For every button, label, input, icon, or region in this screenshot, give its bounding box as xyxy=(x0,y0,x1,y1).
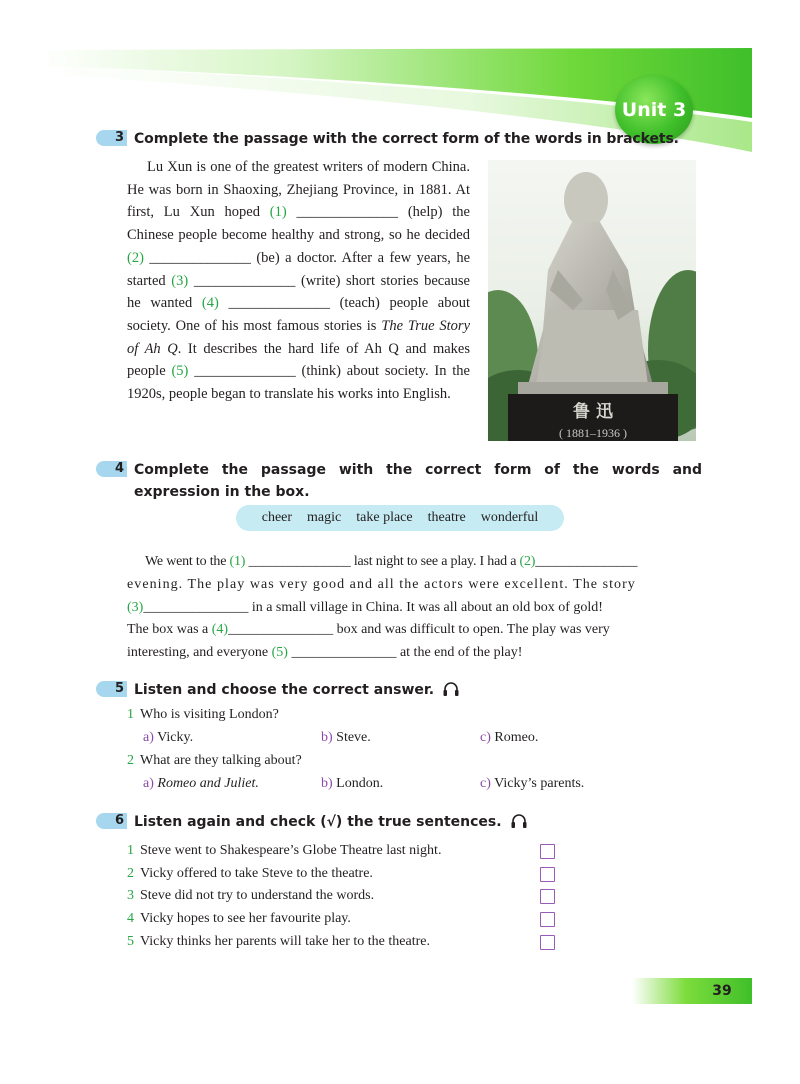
exercise-instruction: Listen and choose the correct answer. xyxy=(134,679,460,701)
exercise-number: 5 xyxy=(96,681,127,697)
exercise-number: 6 xyxy=(96,813,127,829)
exercise-3-heading xyxy=(96,128,679,150)
headphones-icon xyxy=(442,681,460,697)
blank-number: (4) xyxy=(211,622,229,638)
answer-option[interactable]: b) Steve. xyxy=(321,730,371,745)
blank-number: (4) xyxy=(201,295,219,312)
statue-caption-years: ( 1881–1936 ) xyxy=(559,426,627,440)
unit-badge: Unit 3 xyxy=(615,76,693,144)
exercise-instruction: Listen again and check (√) the true sentences. xyxy=(134,811,528,833)
blank-number: (3) xyxy=(127,599,144,615)
question-item: 1 Who is visiting London? xyxy=(127,707,279,722)
checkbox[interactable] xyxy=(540,935,555,950)
checkbox[interactable] xyxy=(540,844,555,859)
question-item: 2 What are they talking about? xyxy=(127,753,302,768)
blank-number: (2) xyxy=(127,249,144,266)
blank-number: (1) xyxy=(269,204,287,221)
blank-number: (5) xyxy=(271,645,288,661)
statue-caption-name: 鲁 迅 xyxy=(573,402,613,422)
exercise-instruction: Complete the passage with the correct form of the words and expression in the box. xyxy=(134,462,702,500)
answer-option[interactable]: b) London. xyxy=(321,776,384,791)
exercise-number: 3 xyxy=(96,130,127,146)
checkbox[interactable] xyxy=(540,867,555,882)
answer-option[interactable]: c) Vicky’s parents. xyxy=(480,776,585,791)
exercise-instruction: Complete the passage with the correct form of the words in brackets. xyxy=(134,131,679,147)
exercise-4-heading xyxy=(96,459,702,503)
page-number: 39 xyxy=(712,983,732,999)
checkbox[interactable] xyxy=(540,912,555,927)
word-item: magic xyxy=(307,510,342,525)
checkbox[interactable] xyxy=(540,889,555,904)
lu-xun-passage: Lu Xun is one of the greatest writers of modern China. He was born in Shaoxing, Zhejiang Province, in 1881. At first, Lu Xun hoped (1) ______________ (help) the Chinese people become healthy and strong, so he decided (2) ______________ (be) a doctor. After a few years, he started (3) ______________ (write) short stories because he wanted (4) ______________ (teach) people about society. One of his most famous stories is The True Story of Ah Q. It describes the hard life of Ah Q and makes people (5) ______________ (think) about society. In the 1920s, people began to translate his works into English. xyxy=(127,159,471,403)
headphones-icon xyxy=(510,813,528,829)
answer-option[interactable]: a) Romeo and Juliet. xyxy=(143,776,259,791)
word-box xyxy=(236,505,564,531)
sentence-item: 5 Vicky thinks her parents will take her to the theatre. xyxy=(127,934,430,949)
sentence-item: 4 Vicky hopes to see her favourite play. xyxy=(127,911,351,926)
answer-option[interactable]: c) Romeo. xyxy=(480,730,539,745)
exercise-6-heading xyxy=(96,811,528,833)
sentence-item: 2 Vicky offered to take Steve to the theatre. xyxy=(127,866,373,881)
exercise-5-heading xyxy=(96,679,460,701)
exercise-number: 4 xyxy=(96,461,127,477)
lu-xun-statue-image xyxy=(488,160,696,441)
blank-number: (3) xyxy=(171,272,189,289)
word-item: take place xyxy=(356,510,413,525)
theatre-passage: We went to the (1) _______________ last night to see a play. I had a (2)_______________ evening. The play was very good and all the actors were excellent. The story (3)_______________ in a small village in China. It was all about an old box of gold! The box was a (4)_______________ box and was difficult to open. The play was very interesting, and everyone (5) _______________ at the end of the play! xyxy=(127,554,638,661)
story-title: The True Story of Ah Q xyxy=(127,317,471,357)
answer-option[interactable]: a) Vicky. xyxy=(143,730,194,745)
blank-number: (2) xyxy=(519,554,536,569)
word-item: theatre xyxy=(427,510,466,525)
sentence-item: 1 Steve went to Shakespeare’s Globe Theatre last night. xyxy=(127,843,442,858)
word-item: wonderful xyxy=(480,510,539,525)
word-item: cheer xyxy=(261,510,293,525)
blank-number: (1) xyxy=(229,554,246,569)
blank-number: (5) xyxy=(171,363,189,380)
sentence-item: 3 Steve did not try to understand the words. xyxy=(127,888,375,903)
